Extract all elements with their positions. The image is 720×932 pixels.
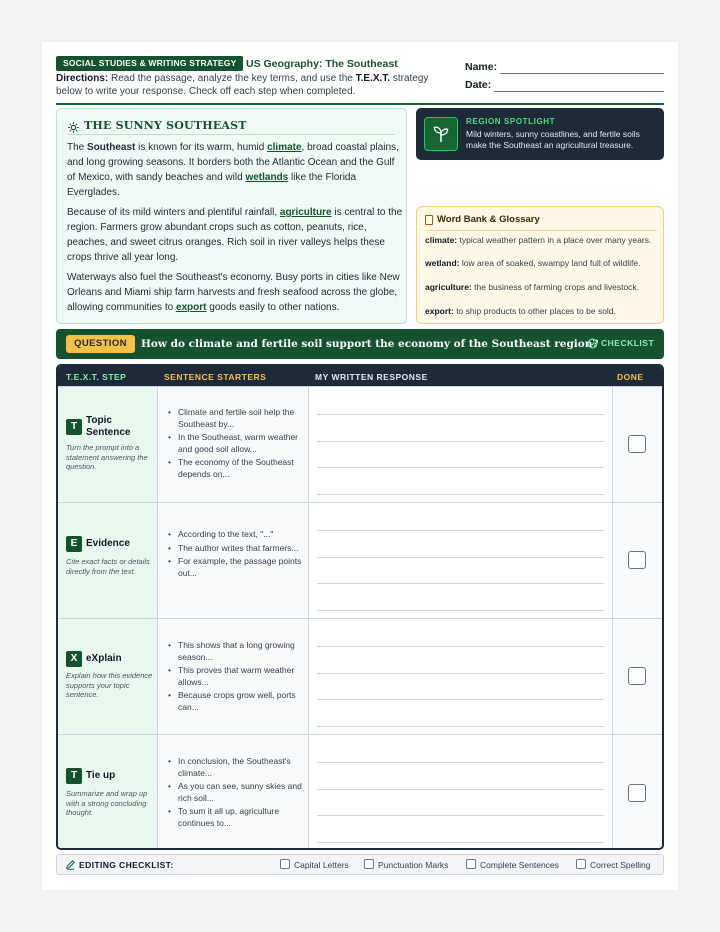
step-name: Tie up <box>86 770 116 781</box>
step-cell <box>58 387 158 502</box>
table-row <box>58 502 662 618</box>
step-letter: T <box>66 419 82 435</box>
starter-item: • This proves that warm weather allows... <box>167 665 305 688</box>
col-header-starters: SENTENCE STARTERS <box>164 372 267 382</box>
step-cell <box>58 735 158 850</box>
starter-item: • Because crops grow well, ports can... <box>167 690 305 713</box>
table-row <box>58 734 662 850</box>
writing-line[interactable] <box>317 583 604 584</box>
col-header-response: MY WRITTEN RESPONSE <box>315 372 428 382</box>
vocab-link-export[interactable]: export <box>175 302 207 313</box>
passage-paragraph-1: The Southeast is known for its warm, humid climate, broad coastal plains, and long growing seasons. It borders both the Atlantic Ocean and the Gulf of Mexico, with sandy beaches and wild wetlands like the Florida Everglades. <box>67 142 399 198</box>
done-checkbox[interactable] <box>628 667 646 685</box>
writing-line[interactable] <box>317 467 604 468</box>
step-name: Evidence <box>86 538 130 549</box>
pencil-icon <box>65 859 76 870</box>
done-checkbox[interactable] <box>628 551 646 569</box>
response-cell[interactable] <box>310 503 612 618</box>
text-strategy-table <box>56 364 664 850</box>
starter-list <box>167 529 305 581</box>
name-label: Name: <box>465 61 498 73</box>
region-spotlight <box>416 108 664 160</box>
question-label: QUESTION <box>66 335 135 353</box>
writing-line[interactable] <box>317 610 604 611</box>
writing-line[interactable] <box>317 762 604 763</box>
checklist-label: CHECKLIST <box>601 338 655 348</box>
checklist-checkbox[interactable] <box>364 859 374 869</box>
directions <box>56 73 456 98</box>
subject-tag: SOCIAL STUDIES & WRITING STRATEGY <box>56 56 243 71</box>
done-cell <box>612 735 662 850</box>
done-cell <box>612 503 662 618</box>
checklist-item: Correct Spelling <box>590 860 651 870</box>
step-description: Cite exact facts or details directly from the text. <box>66 557 150 576</box>
writing-line[interactable] <box>317 494 604 495</box>
sprout-icon <box>425 118 457 150</box>
unit-title: US Geography: The Southeast <box>246 58 398 70</box>
sun-icon <box>68 122 79 133</box>
passage-keyword: Southeast <box>87 142 136 153</box>
directions-text-a: Read the passage, analyze the key terms, and use the <box>111 73 353 84</box>
starters-cell <box>159 503 309 618</box>
checklist-checkbox[interactable] <box>280 859 290 869</box>
sprout-icon-tile <box>424 117 458 151</box>
name-field[interactable] <box>500 73 664 74</box>
question-bar <box>56 329 664 359</box>
step-cell <box>58 503 158 618</box>
response-cell[interactable] <box>310 735 612 850</box>
table-header <box>58 366 662 386</box>
done-checkbox[interactable] <box>628 435 646 453</box>
glossary-entry: agriculture: the business of farming crops and livestock. <box>425 282 640 292</box>
word-bank <box>416 206 664 324</box>
passage-paragraph-3: Waterways also fuel the Southeast's economy. Busy ports in cities like New Orleans and Miami ship farm harvests and fresh seafood across the globe, allowing communities to export goods easily to other nations. <box>67 272 400 313</box>
question-text: How do climate and fertile soil support the economy of the Southeast region? <box>141 338 599 350</box>
header-divider <box>56 103 664 105</box>
col-header-done: DONE <box>617 372 644 382</box>
book-icon <box>425 215 433 225</box>
starter-item: • The economy of the Southeast depends on... <box>167 457 305 480</box>
step-letter: E <box>66 536 82 552</box>
checklist-checkbox[interactable] <box>466 859 476 869</box>
writing-line[interactable] <box>317 699 604 700</box>
passage-paragraph-2: Because of its mild winters and plentiful rainfall, agriculture is central to the region. Farmers grow abundant crops such as cotton, peanuts, rice, peaches, and sweet citrus oranges. Rich soil in river valleys helps these crops thrive all year long. <box>67 207 403 263</box>
worksheet-header <box>56 56 664 106</box>
writing-line[interactable] <box>317 673 604 674</box>
writing-line[interactable] <box>317 815 604 816</box>
step-description: Summarize and wrap up with a strong concluding thought. <box>66 789 148 817</box>
step-name: Topic Sentence <box>86 415 131 438</box>
starter-item: • Climate and fertile soil help the Southeast by... <box>167 407 305 430</box>
directions-text-b: strategy below to write your response. Check off each step when completed. <box>56 73 429 97</box>
done-cell <box>612 619 662 734</box>
writing-line[interactable] <box>317 842 604 843</box>
checklist-item: Complete Sentences <box>480 860 559 870</box>
check-circle-icon <box>587 338 598 349</box>
glossary-entry: climate: typical weather pattern in a place over many years. <box>425 235 652 245</box>
starter-item: • To sum it all up, agriculture continues to... <box>167 806 305 829</box>
vocab-link-agriculture[interactable]: agriculture <box>279 207 332 218</box>
starter-item: • According to the text, "..." <box>167 529 305 541</box>
date-field[interactable] <box>494 91 664 92</box>
step-description: Turn the prompt into a statement answering the question. <box>66 443 148 471</box>
spotlight-text: Mild winters, sunny coastlines, and fertile soils make the Southeast an agricultural treasure. <box>466 129 640 150</box>
starter-item: • In the Southeast, warm weather and good soil allow... <box>167 432 305 455</box>
writing-line[interactable] <box>317 557 604 558</box>
starters-cell <box>159 619 309 734</box>
editing-checklist-label: EDITING CHECKLIST: <box>79 860 174 870</box>
step-name: eXplain <box>86 653 122 664</box>
writing-line[interactable] <box>317 646 604 647</box>
writing-line[interactable] <box>317 414 604 415</box>
table-row <box>58 618 662 734</box>
word-bank-rule <box>425 230 657 231</box>
passage-title-rule <box>67 134 395 135</box>
checklist-item: Punctuation Marks <box>378 860 449 870</box>
starter-list <box>167 640 305 715</box>
glossary-entry: export: to ship products to other places to be sold. <box>425 306 616 316</box>
checklist-item: Capital Letters <box>294 860 349 870</box>
vocab-link-climate[interactable]: climate <box>267 142 302 153</box>
starter-list <box>167 756 305 831</box>
spotlight-heading: REGION SPOTLIGHT <box>466 117 556 126</box>
passage-title: THE SUNNY SOUTHEAST <box>84 119 247 132</box>
starter-list <box>167 407 305 482</box>
checklist-checkbox[interactable] <box>576 859 586 869</box>
writing-line[interactable] <box>317 530 604 531</box>
starters-cell <box>159 387 309 502</box>
directions-strategy: T.E.X.T. <box>355 73 391 84</box>
reading-passage <box>56 108 407 324</box>
step-description: Explain how this evidence supports your topic sentence. <box>66 671 153 699</box>
col-header-step: T.E.X.T. STEP <box>66 372 127 382</box>
done-cell <box>612 387 662 502</box>
done-checkbox[interactable] <box>628 784 646 802</box>
response-cell[interactable] <box>310 387 612 502</box>
date-label: Date: <box>465 79 492 91</box>
table-row <box>58 386 662 502</box>
starter-item: • In conclusion, the Southeast's climate... <box>167 756 305 779</box>
starters-cell <box>159 735 309 850</box>
word-bank-title: Word Bank & Glossary <box>437 214 540 225</box>
worksheet-page <box>42 42 678 890</box>
writing-line[interactable] <box>317 726 604 727</box>
starter-item: • As you can see, sunny skies and rich soil... <box>167 781 305 804</box>
starter-item: • The author writes that farmers... <box>167 543 305 555</box>
step-cell <box>58 619 158 734</box>
starter-item: • For example, the passage points out... <box>167 556 305 579</box>
response-cell[interactable] <box>310 619 612 734</box>
starter-item: • This shows that a long growing season... <box>167 640 305 663</box>
glossary-entry: wetland: low area of soaked, swampy land full of wildlife. <box>425 258 641 268</box>
step-letter: T <box>66 768 82 784</box>
editing-checklist <box>56 854 664 875</box>
writing-line[interactable] <box>317 441 604 442</box>
directions-label: Directions: <box>56 73 109 84</box>
writing-line[interactable] <box>317 789 604 790</box>
step-letter: X <box>66 651 82 667</box>
vocab-link-wetlands[interactable]: wetlands <box>245 172 289 183</box>
